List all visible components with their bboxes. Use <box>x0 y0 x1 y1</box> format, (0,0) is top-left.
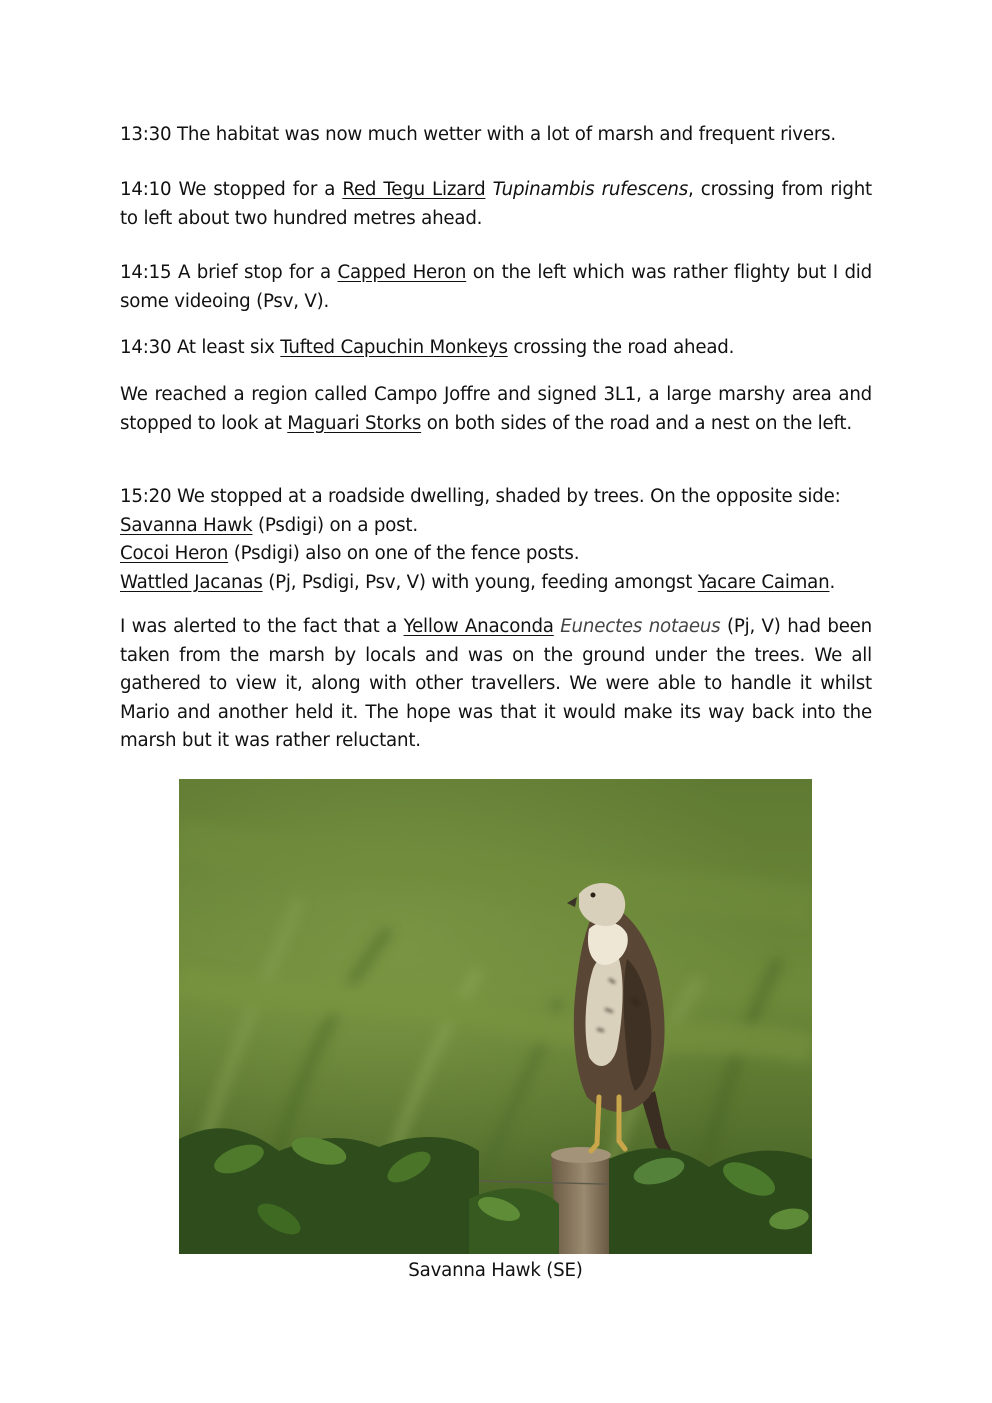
scientific-name: Eunectes notaeus <box>560 616 721 637</box>
paragraph-text: on both sides of the road and a nest on the left. <box>421 412 852 434</box>
paragraph-campo-joffre <box>120 381 872 438</box>
paragraph-text: (Pj, V) had been taken from the marsh by locals and was on the ground under the trees. We all gathered to view it, along with other travellers. We were able to handle it whilst Mario and another held it. The hope was that it would make its way back into the marsh but it was rather reluctant. <box>120 616 872 751</box>
paragraph-1415 <box>120 259 872 316</box>
paragraph-text: on the left which was rather flighty but I did some videoing (Psv, V). <box>120 262 872 312</box>
paragraph-text: We reached a region called Campo Joffre and signed 3L1, a large marshy area and stopped to look at <box>120 384 872 434</box>
species-link-capped-heron: Capped Heron <box>337 262 467 283</box>
species-link-wattled-jacanas: Wattled Jacanas <box>120 571 263 593</box>
paragraph-text: (Psdigi) on a post. <box>252 514 418 536</box>
photo-caption: Savanna Hawk (SE) <box>408 1260 583 1281</box>
species-link-yellow-anaconda: Yellow Anaconda <box>403 616 554 637</box>
paragraph-line <box>120 540 872 569</box>
paragraph-line <box>120 569 872 598</box>
paragraph-1430 <box>120 334 872 363</box>
species-link-red-tegu-lizard: Red Tegu Lizard <box>342 179 486 200</box>
paragraph-1330 <box>120 121 872 150</box>
paragraph-text: . <box>829 571 836 593</box>
species-link-maguari-storks: Maguari Storks <box>287 412 422 434</box>
paragraph-text: 14:15 A brief stop for a <box>120 262 338 283</box>
paragraph-text: I was alerted to the fact that a <box>120 616 404 637</box>
species-link-yacare-caiman: Yacare Caiman <box>697 571 830 593</box>
paragraph-text: (Psdigi) also on one of the fence posts. <box>228 543 580 564</box>
paragraph-text: crossing the road ahead. <box>507 337 735 358</box>
paragraph-text: 13:30 The habitat was now much wetter with a lot of marsh and frequent rivers. <box>120 124 836 145</box>
species-link-cocoi-heron: Cocoi Heron <box>120 543 229 564</box>
paragraph-text: 15:20 We stopped at a roadside dwelling, shaded by trees. On the opposite side: <box>120 486 841 507</box>
fence-post <box>551 1147 617 1254</box>
paragraph-text: 14:30 At least six <box>120 337 281 358</box>
paragraph-anaconda <box>120 613 872 756</box>
spacer-text <box>485 179 492 200</box>
scientific-name: Tupinambis rufescens <box>492 179 689 200</box>
species-link-tufted-capuchin-monkeys: Tufted Capuchin Monkeys <box>280 337 508 358</box>
savanna-hawk-photo <box>179 779 812 1254</box>
paragraph-text: 14:10 We stopped for a <box>120 179 343 200</box>
paragraph-1410 <box>120 176 872 233</box>
paragraph-text: (Pj, Psdigi, Psv, V) with young, feeding amongst <box>262 571 698 593</box>
species-link-savanna-hawk: Savanna Hawk <box>120 514 253 536</box>
paragraph-line <box>120 483 872 512</box>
paragraph-line <box>120 512 872 541</box>
paragraph-text: , crossing from right to left about two hundred metres ahead. <box>120 179 872 229</box>
paragraph-1520 <box>120 483 872 597</box>
